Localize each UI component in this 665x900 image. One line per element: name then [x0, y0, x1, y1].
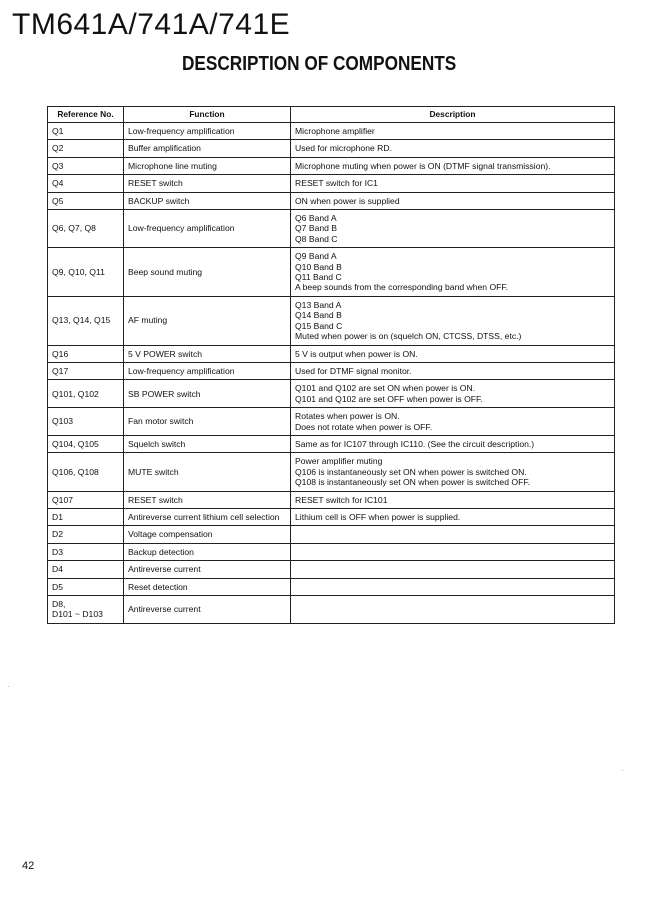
cell-function: Low-frequency amplification	[124, 210, 291, 248]
table-row	[48, 157, 615, 174]
table-row	[48, 596, 615, 624]
table-header-row	[48, 107, 615, 123]
table-row	[48, 123, 615, 140]
cell-function: AF muting	[124, 296, 291, 345]
cell-description	[291, 453, 615, 491]
reference-line: Q6, Q7, Q8	[52, 223, 96, 234]
reference-line: D3	[52, 546, 63, 557]
cell-description	[291, 380, 615, 408]
cell-description	[291, 140, 615, 157]
cell-reference	[48, 596, 124, 624]
description-line: RESET switch for IC101	[295, 494, 388, 505]
description-line: Q15 Band C	[295, 320, 343, 331]
description-line: Same as for IC107 through IC110. (See the circuit description.)	[295, 438, 535, 449]
reference-line: Q4	[52, 178, 64, 189]
cell-function: Antireverse current lithium cell selection	[124, 508, 291, 525]
table-row	[48, 453, 615, 491]
cell-reference	[48, 362, 124, 379]
reference-line: D2	[52, 529, 63, 540]
table-row	[48, 345, 615, 362]
description-line: Rotates when power is ON.	[295, 411, 400, 422]
cell-reference	[48, 210, 124, 248]
cell-reference	[48, 140, 124, 157]
cell-reference	[48, 578, 124, 595]
cell-reference	[48, 526, 124, 543]
description-line: Used for microphone RD.	[295, 143, 392, 154]
description-line: RESET switch for IC1	[295, 178, 378, 189]
cell-function: BACKUP switch	[124, 192, 291, 209]
description-line: Q106 is instantaneously set ON when power is switched ON.	[295, 466, 527, 477]
description-line: Q101 and Q102 are set OFF when power is OFF.	[295, 393, 483, 404]
section-title: DESCRIPTION OF COMPONENTS	[182, 53, 457, 75]
reference-line: D101 ~ D103	[52, 609, 103, 620]
description-line: Muted when power is on (squelch ON, CTCSS, DTSS, etc.)	[295, 331, 522, 342]
cell-reference	[48, 380, 124, 408]
description-line: Q9 Band A	[295, 251, 337, 262]
cell-description	[291, 596, 615, 624]
description-line: Q14 Band B	[295, 310, 342, 321]
cell-function: Reset detection	[124, 578, 291, 595]
cell-reference	[48, 561, 124, 578]
components-table	[47, 106, 615, 624]
cell-reference	[48, 408, 124, 436]
description-line: ON when power is supplied	[295, 195, 400, 206]
reference-line: D1	[52, 511, 63, 522]
reference-line: D4	[52, 564, 63, 575]
header-function: Function	[124, 107, 291, 123]
description-line: A beep sounds from the corresponding band when OFF.	[295, 282, 509, 293]
cell-function: MUTE switch	[124, 453, 291, 491]
scan-speck	[622, 770, 623, 771]
table-row	[48, 192, 615, 209]
description-line: Q101 and Q102 are set ON when power is ON.	[295, 383, 476, 394]
table-row	[48, 561, 615, 578]
table-row	[48, 543, 615, 560]
cell-description	[291, 175, 615, 192]
reference-line: Q17	[52, 365, 69, 376]
cell-reference	[48, 248, 124, 297]
table-body	[48, 123, 615, 624]
description-line: Q6 Band A	[295, 213, 337, 224]
cell-function: Low-frequency amplification	[124, 362, 291, 379]
page-number: 42	[22, 860, 35, 872]
reference-line: Q13, Q14, Q15	[52, 315, 111, 326]
table-row	[48, 140, 615, 157]
table-row	[48, 248, 615, 297]
reference-line: Q103	[52, 416, 74, 427]
cell-description	[291, 561, 615, 578]
reference-line: Q3	[52, 160, 64, 171]
description-line: Q10 Band B	[295, 261, 342, 272]
description-line: 5 V is output when power is ON.	[295, 348, 418, 359]
cell-description	[291, 543, 615, 560]
cell-reference	[48, 123, 124, 140]
reference-line: Q16	[52, 348, 69, 359]
description-line: Q13 Band A	[295, 299, 342, 310]
cell-description	[291, 508, 615, 525]
cell-function: Microphone line muting	[124, 157, 291, 174]
cell-description	[291, 123, 615, 140]
description-line: Microphone amplifier	[295, 126, 375, 136]
description-line: Q8 Band C	[295, 233, 338, 244]
cell-reference	[48, 157, 124, 174]
description-line: Q7 Band B	[295, 223, 338, 234]
table-row	[48, 578, 615, 595]
cell-reference	[48, 175, 124, 192]
cell-description	[291, 435, 615, 452]
cell-description	[291, 248, 615, 297]
description-line: Microphone muting when power is ON (DTMF signal transmission).	[295, 160, 551, 171]
cell-function: Low-frequency amplification	[124, 123, 291, 140]
reference-line: Q1	[52, 126, 64, 136]
description-line: Q108 is instantaneously set ON when power is switched OFF.	[295, 477, 531, 488]
cell-reference	[48, 192, 124, 209]
cell-description	[291, 296, 615, 345]
cell-reference	[48, 508, 124, 525]
cell-description	[291, 192, 615, 209]
cell-reference	[48, 543, 124, 560]
reference-line: Q2	[52, 143, 64, 154]
cell-description	[291, 408, 615, 436]
cell-function: Squelch switch	[124, 435, 291, 452]
cell-reference	[48, 435, 124, 452]
cell-function: Voltage compensation	[124, 526, 291, 543]
reference-line: Q107	[52, 494, 74, 505]
cell-description	[291, 210, 615, 248]
cell-function: RESET switch	[124, 175, 291, 192]
table-row	[48, 408, 615, 436]
table-row	[48, 175, 615, 192]
table-row	[48, 380, 615, 408]
cell-function: Backup detection	[124, 543, 291, 560]
cell-description	[291, 578, 615, 595]
reference-line: Q104, Q105	[52, 438, 99, 449]
table-row	[48, 526, 615, 543]
header-reference: Reference No.	[48, 107, 124, 123]
cell-description	[291, 345, 615, 362]
reference-line: Q5	[52, 195, 64, 206]
description-line: Q11 Band C	[295, 272, 342, 283]
reference-line: D5	[52, 581, 63, 592]
description-line: Power amplifier muting	[295, 456, 383, 467]
cell-description	[291, 491, 615, 508]
cell-description	[291, 526, 615, 543]
reference-line: D8,	[52, 599, 66, 609]
description-line: Used for DTMF signal monitor.	[295, 365, 412, 376]
reference-line: Q9, Q10, Q11	[52, 266, 105, 277]
cell-reference	[48, 453, 124, 491]
cell-function: Buffer amplification	[124, 140, 291, 157]
table-row	[48, 435, 615, 452]
table-row	[48, 362, 615, 379]
table-row	[48, 508, 615, 525]
description-line: Does not rotate when power is OFF.	[295, 421, 433, 432]
description-line: Lithium cell is OFF when power is supplied.	[295, 511, 461, 522]
scan-speck	[8, 686, 9, 687]
cell-function: Fan motor switch	[124, 408, 291, 436]
table-row	[48, 210, 615, 248]
reference-line: Q106, Q108	[52, 466, 99, 477]
table-row	[48, 491, 615, 508]
cell-reference	[48, 296, 124, 345]
table-row	[48, 296, 615, 345]
cell-description	[291, 157, 615, 174]
cell-function: Antireverse current	[124, 596, 291, 624]
cell-reference	[48, 491, 124, 508]
cell-function: SB POWER switch	[124, 380, 291, 408]
cell-function: Beep sound muting	[124, 248, 291, 297]
cell-description	[291, 362, 615, 379]
cell-function: 5 V POWER switch	[124, 345, 291, 362]
cell-function: RESET switch	[124, 491, 291, 508]
reference-line: Q101, Q102	[52, 388, 99, 399]
cell-reference	[48, 345, 124, 362]
model-title: TM641A/741A/741E	[12, 8, 291, 41]
header-description: Description	[291, 107, 615, 123]
cell-function: Antireverse current	[124, 561, 291, 578]
